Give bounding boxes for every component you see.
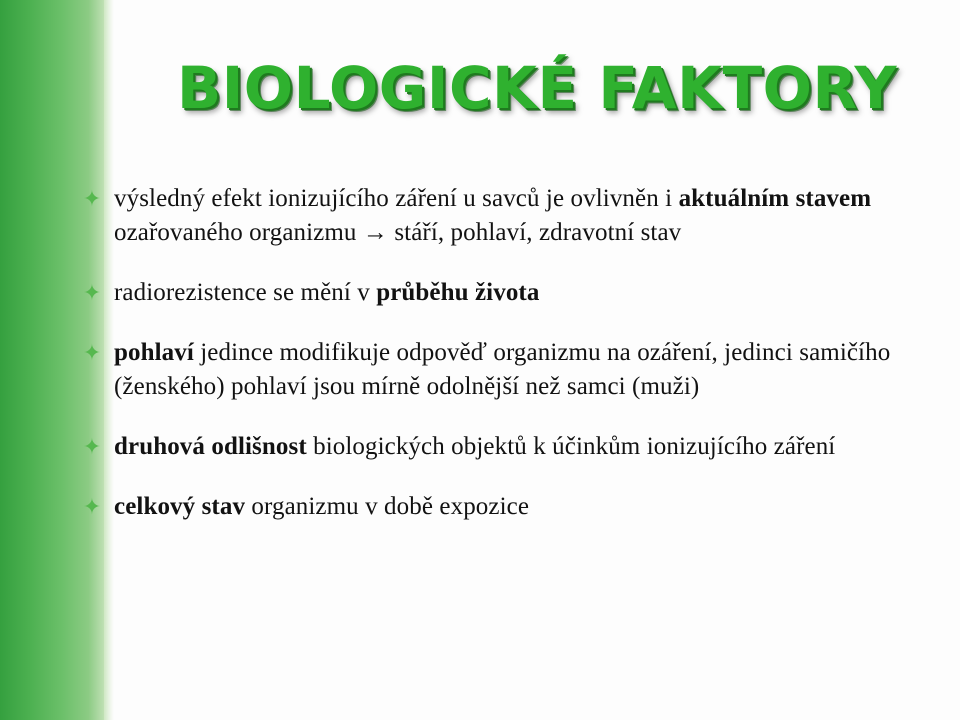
slide-content — [82, 0, 960, 720]
list-item-text-part: biologických objektů k účinkům ionizujícího záření — [306, 433, 836, 460]
list-item — [70, 490, 900, 524]
bullet-star-icon: ✦ — [82, 187, 102, 212]
list-item-text-part: organizmu v době expozice — [245, 493, 530, 520]
bullet-list — [70, 182, 900, 544]
list-item-text — [114, 336, 900, 404]
list-item-text-part: radiorezistence se mění v — [114, 279, 377, 306]
list-item-text-part: jedince modifikuje odpověď organizmu na ozáření, jedinci samičího (ženského) pohlaví jsou mírně odolnější než samci (muži) — [114, 339, 891, 400]
bullet-star-icon: ✦ — [82, 495, 102, 520]
list-item — [70, 182, 900, 250]
list-item-text-part-bold: druhová odlišnost — [114, 433, 307, 460]
list-item-text-part-bold: aktuálním stavem — [678, 185, 872, 212]
list-item-text-part: výsledný efekt ionizujícího záření u savců je ovlivněn i — [114, 185, 679, 212]
list-item — [70, 336, 900, 404]
list-item — [70, 430, 900, 464]
list-item-text-part-bold: pohlaví — [114, 339, 194, 366]
bullet-star-icon: ✦ — [82, 435, 102, 460]
list-item-text — [114, 430, 900, 464]
list-item — [70, 276, 900, 310]
bullet-star-icon: ✦ — [82, 281, 102, 306]
list-item-text — [114, 490, 900, 524]
bullet-star-icon: ✦ — [82, 341, 102, 366]
list-item-text — [114, 182, 900, 250]
list-item-text-part: ozařovaného organizmu → stáří, pohlaví, zdravotní stav — [114, 219, 682, 246]
list-item-text — [114, 276, 900, 310]
list-item-text-part-bold: průběhu života — [376, 279, 540, 306]
page-title: BIOLOGICKÉ FAKTORY — [177, 54, 897, 122]
list-item-text-part-bold: celkový stav — [114, 493, 246, 520]
